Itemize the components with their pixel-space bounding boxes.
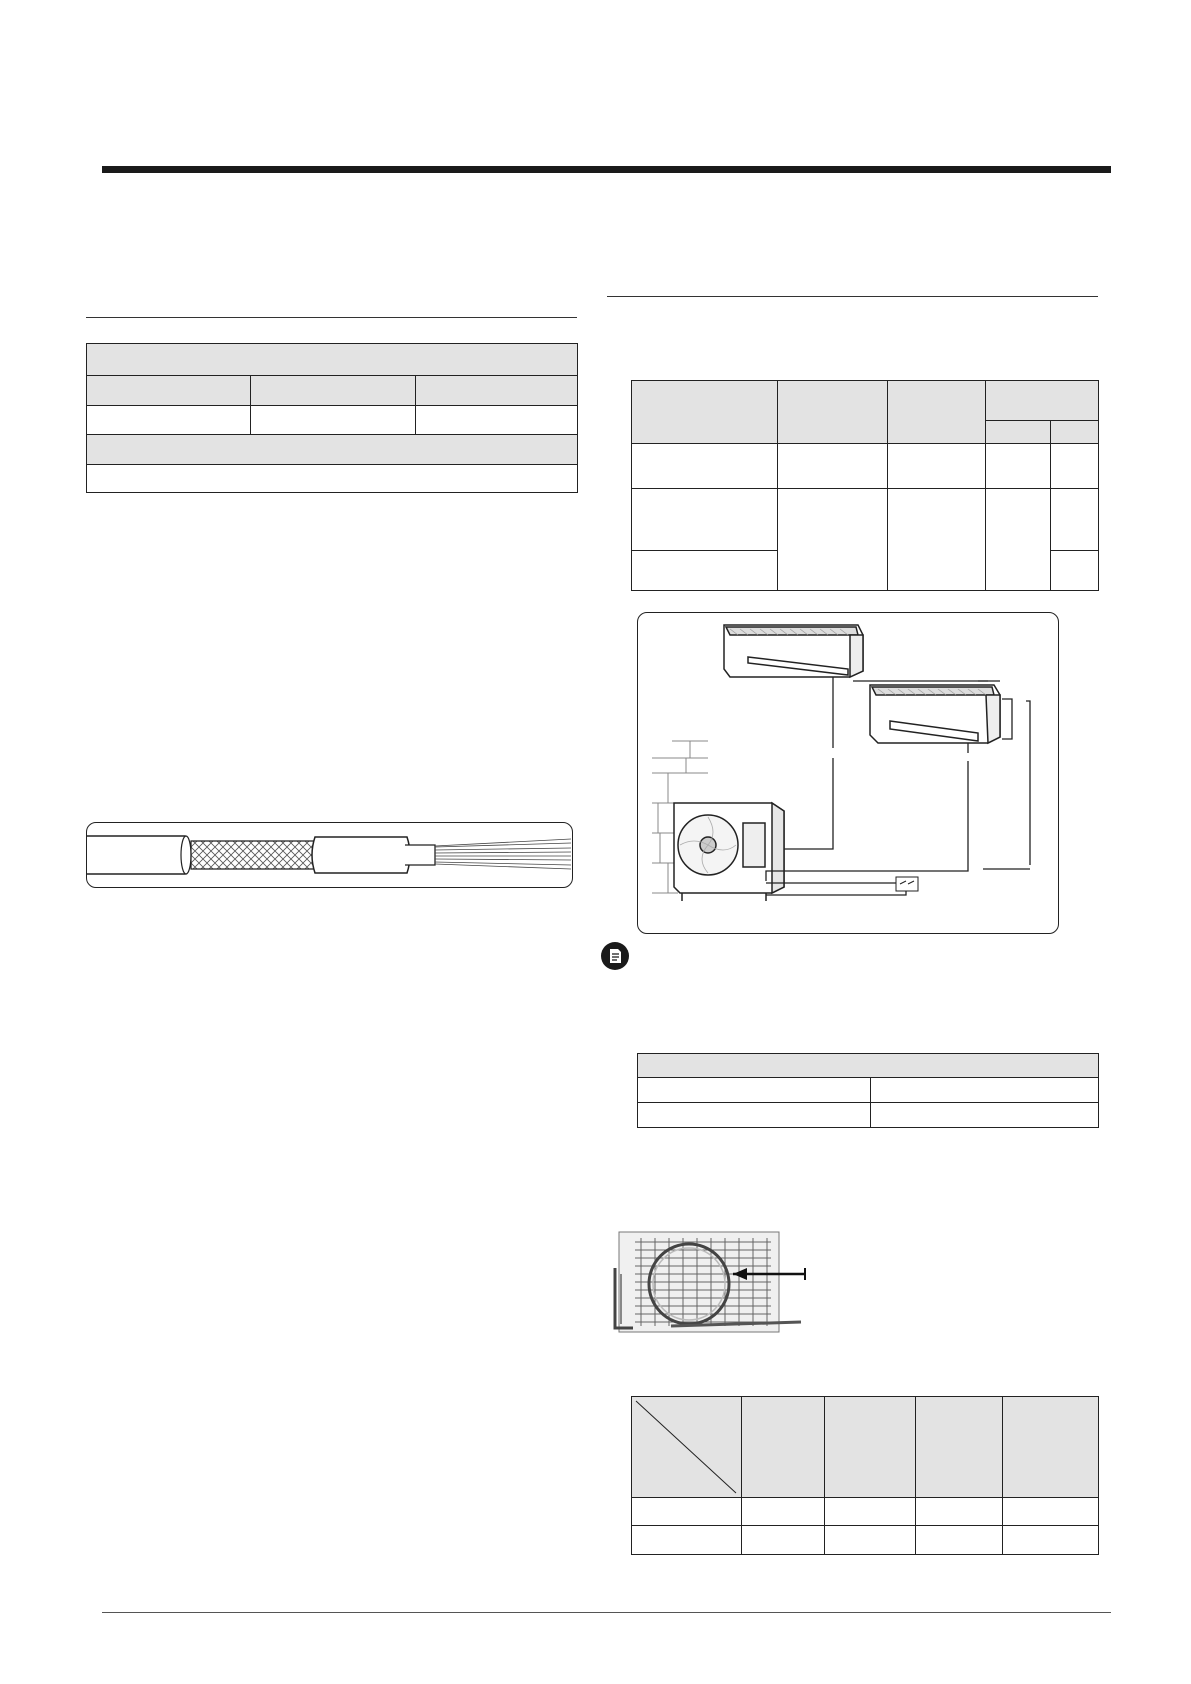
- spec-table-cell: [87, 406, 251, 435]
- coil-label: [832, 1266, 1092, 1282]
- matrix-table-cell: [632, 1526, 742, 1555]
- pipe-table-header: [632, 381, 778, 444]
- header-rule: [102, 166, 1111, 173]
- pipe-table-cell: [632, 551, 778, 591]
- matrix-table-header: [916, 1397, 1003, 1498]
- left-section-heading: [86, 290, 576, 312]
- page-title: [102, 120, 1111, 160]
- spec-table-note: [87, 465, 578, 493]
- pipe-table-header: [986, 381, 1099, 421]
- note-icon: [601, 942, 629, 970]
- page-number: [1011, 1620, 1111, 1638]
- coil-illustration: [601, 1228, 821, 1338]
- installation-illustration: [637, 612, 1059, 934]
- matrix-table-cell: [742, 1526, 825, 1555]
- matrix-table-cell: [916, 1498, 1003, 1526]
- pipe-table-cell: [1051, 551, 1099, 591]
- spec-table-header: [251, 376, 416, 406]
- pipe-table-cell: [632, 444, 778, 489]
- matrix-table-corner: [632, 1397, 742, 1498]
- pipe-table-cell: [632, 489, 778, 551]
- spec-table: [86, 343, 578, 493]
- matrix-table-cell: [916, 1526, 1003, 1555]
- matrix-table-cell: [1003, 1526, 1099, 1555]
- pipe-table-subheader: [1051, 421, 1099, 444]
- pipe-table: [631, 380, 1099, 591]
- pipe-table-cell: [778, 444, 888, 489]
- note-text: [636, 946, 1096, 966]
- small-table-title: [638, 1054, 1099, 1078]
- spec-table-header: [87, 376, 251, 406]
- spec-table-subtitle: [87, 435, 578, 465]
- matrix-table-cell: [632, 1498, 742, 1526]
- spec-table-title: [87, 344, 578, 376]
- footer-rule: [102, 1612, 1111, 1613]
- pipe-table-cell: [1051, 489, 1099, 551]
- small-table: [637, 1053, 1099, 1128]
- spec-table-cell: [416, 406, 578, 435]
- pipe-table-cell: [1051, 444, 1099, 489]
- matrix-table-header: [1003, 1397, 1099, 1498]
- matrix-table-cell: [742, 1498, 825, 1526]
- pipe-table-cell: [778, 489, 888, 591]
- pipe-table-cell: [888, 489, 986, 591]
- pipe-table-cell: [986, 444, 1051, 489]
- right-section-heading: [607, 268, 1097, 290]
- matrix-table-cell: [825, 1526, 916, 1555]
- small-table-cell: [638, 1078, 871, 1103]
- matrix-table-header: [825, 1397, 916, 1498]
- cable-caption: [86, 895, 573, 913]
- spec-table-cell: [251, 406, 416, 435]
- spec-table-header: [416, 376, 578, 406]
- pipe-table-cell: [888, 444, 986, 489]
- matrix-table-cell: [825, 1498, 916, 1526]
- matrix-table-header: [742, 1397, 825, 1498]
- pipe-table-header: [888, 381, 986, 444]
- pipe-table-subheader: [986, 421, 1051, 444]
- footer-text: [102, 1620, 702, 1638]
- pipe-table-cell: [986, 489, 1051, 591]
- matrix-table: [631, 1396, 1099, 1555]
- small-table-cell: [871, 1078, 1099, 1103]
- cable-illustration: [86, 822, 573, 888]
- left-section-rule: [86, 317, 577, 318]
- pipe-table-header: [778, 381, 888, 444]
- right-section-rule: [607, 296, 1098, 297]
- small-table-cell: [638, 1103, 871, 1128]
- small-table-cell: [871, 1103, 1099, 1128]
- matrix-table-cell: [1003, 1498, 1099, 1526]
